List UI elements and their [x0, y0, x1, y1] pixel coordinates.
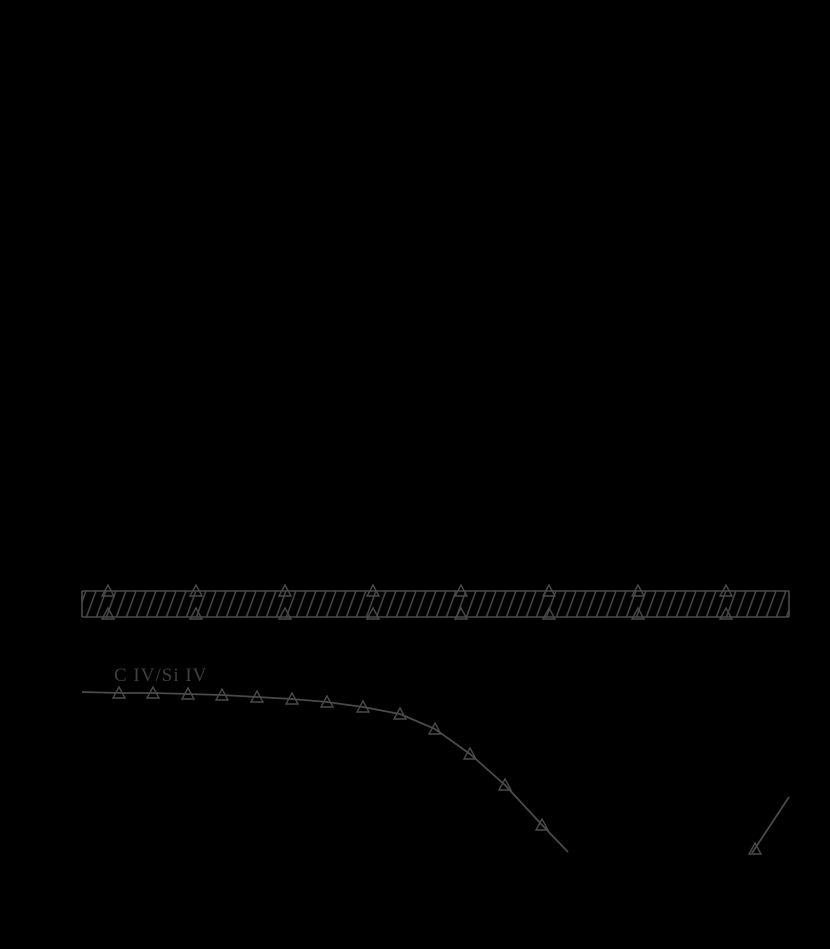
series-annotation-label: C IV/Si IV — [114, 665, 208, 686]
hatched-band — [82, 591, 789, 617]
